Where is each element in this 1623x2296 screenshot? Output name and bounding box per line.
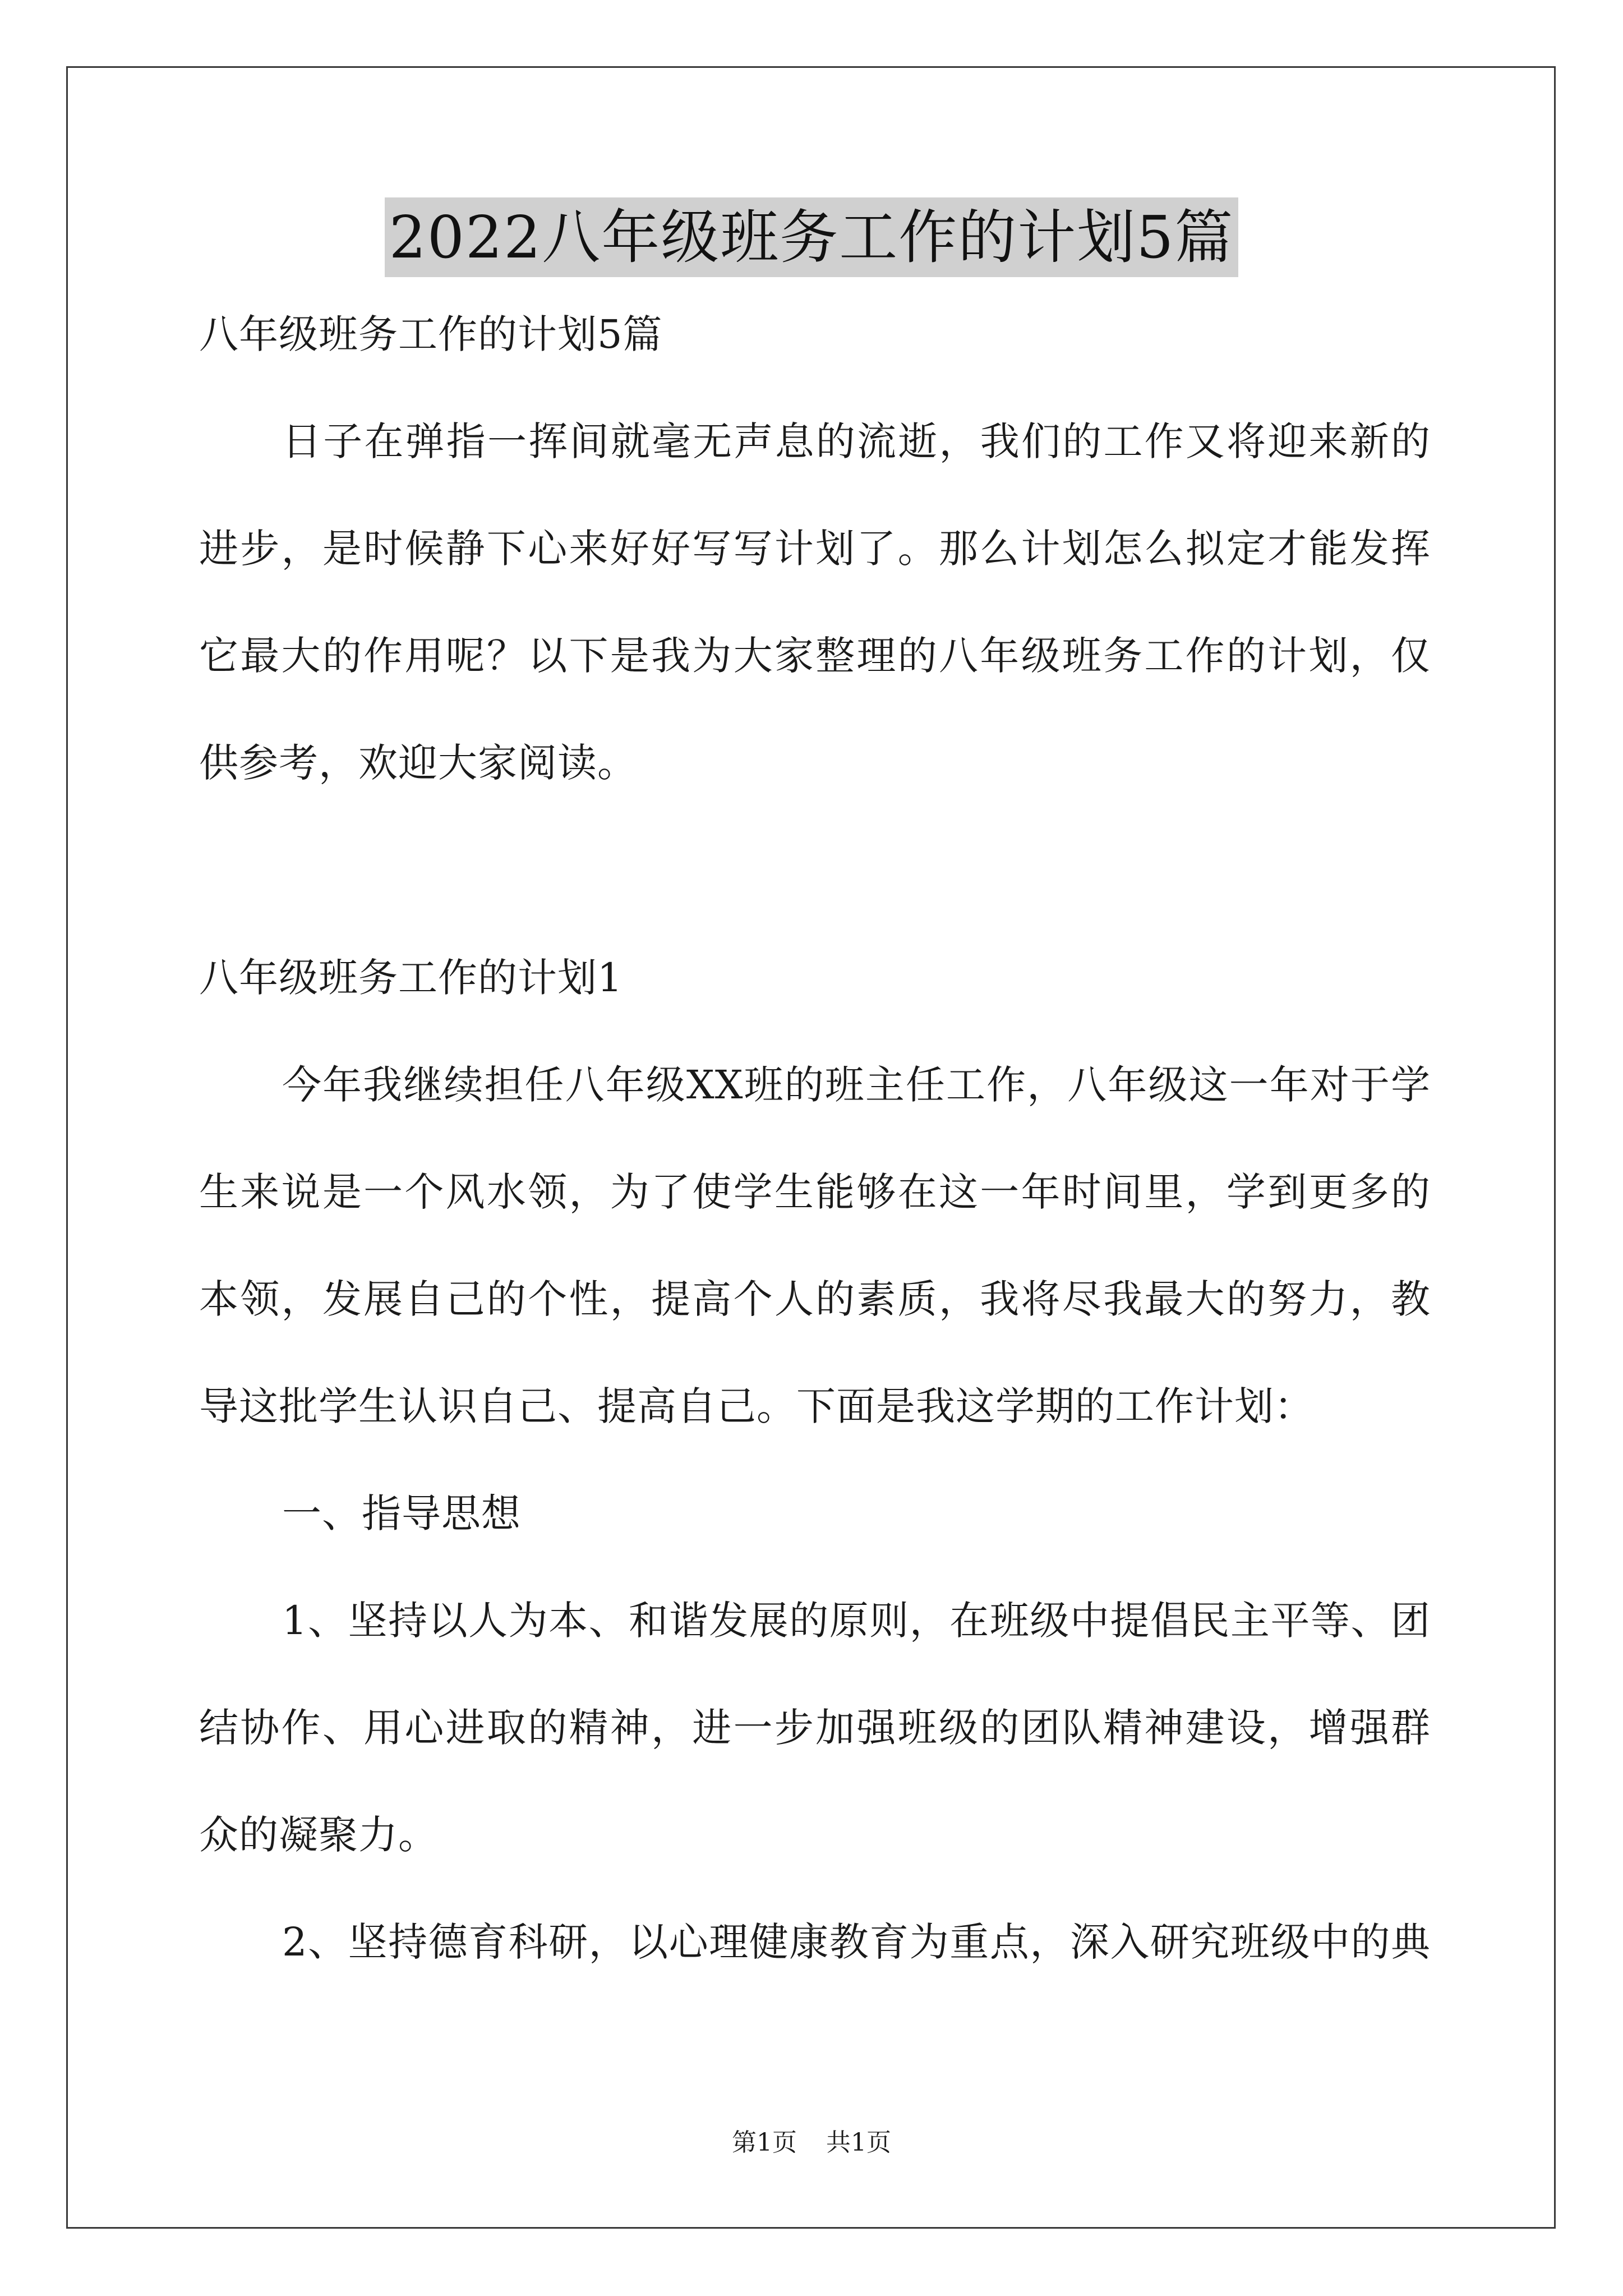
item-one-line: 众的凝聚力。 — [199, 1812, 438, 1858]
section-intro-line: 生来说是一个风水领，为了使学生能够在这一年时间里，学到更多的 — [199, 1169, 1431, 1215]
document-body — [199, 307, 1431, 1969]
heading-guiding-thought: 一、指导思想 — [282, 1490, 521, 1536]
document-title: 2022八年级班务工作的计划5篇 — [385, 197, 1239, 277]
page-footer — [0, 2126, 1623, 2160]
intro-line: 它最大的作用呢？以下是我为大家整理的八年级班务工作的计划，仅 — [199, 633, 1431, 679]
item-one-line: 结协作、用心进取的精神，进一步加强班级的团队精神建设，增强群 — [199, 1705, 1431, 1751]
item-two-line: 2、坚持德育科研，以心理健康教育为重点，深入研究班级中的典 — [282, 1919, 1431, 1965]
section-intro-line: 今年我继续担任八年级XX班的班主任工作，八年级这一年对于学 — [282, 1062, 1431, 1108]
section-intro-line: 本领，发展自己的个性，提高个人的素质，我将尽我最大的努力，教 — [199, 1276, 1431, 1322]
total-pages: 共1页 — [826, 2128, 891, 2157]
intro-line: 日子在弹指一挥间就毫无声息的流逝，我们的工作又将迎来新的 — [282, 418, 1431, 464]
section-intro-line: 导这批学生认识自己、提高自己。下面是我这学期的工作计划： — [199, 1383, 1314, 1429]
item-one-line: 1、坚持以人为本、和谐发展的原则，在班级中提倡民主平等、团 — [282, 1598, 1431, 1644]
subtitle: 八年级班务工作的计划5篇 — [199, 311, 663, 357]
intro-line: 进步，是时候静下心来好好写写计划了。那么计划怎么拟定才能发挥 — [199, 526, 1431, 572]
section-heading: 八年级班务工作的计划1 — [199, 955, 623, 1001]
title-container — [0, 197, 1623, 277]
intro-line: 供参考，欢迎大家阅读。 — [199, 740, 637, 786]
page-number: 第1页 — [732, 2128, 797, 2157]
